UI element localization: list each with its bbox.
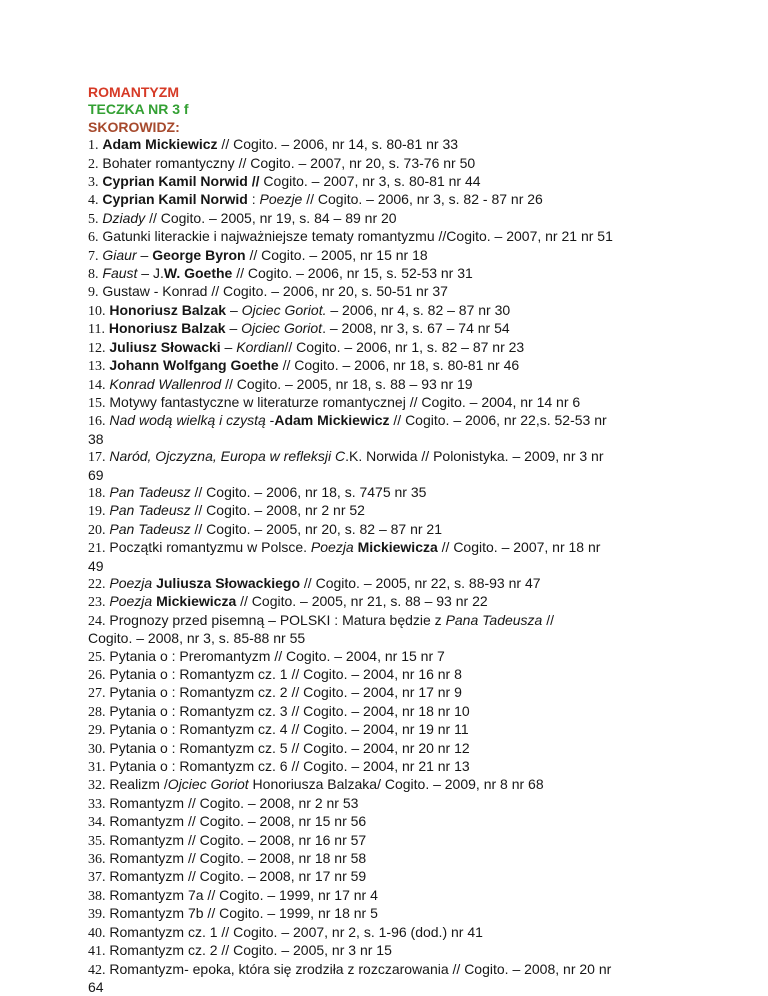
entry-number: 11. [88, 322, 105, 337]
entry-text-segment: Romantyzm cz. 2 // Cogito. – 2005, nr 3 nr 15 [109, 942, 391, 958]
entry-text-segment: : [248, 191, 260, 207]
entry-text-segment: Pytania o : Romantyzm cz. 5 // Cogito. – 2004, nr 20 nr 12 [109, 740, 469, 756]
list-entry [88, 832, 748, 850]
list-entry [88, 247, 748, 265]
entry-number: 36. [88, 852, 106, 867]
entry-number: 18. [88, 486, 106, 501]
entry-text-segment: – [221, 339, 237, 355]
entry-number: 20. [88, 523, 106, 538]
entry-text-segment: Romantyzm 7a // Cogito. – 1999, nr 17 nr 4 [109, 887, 377, 903]
entry-text-segment: Honoriusz Balzak [109, 302, 226, 318]
entry-number: 6. [88, 230, 99, 245]
entry-number: 40. [88, 926, 106, 941]
list-entry [88, 357, 748, 375]
entry-text-segment: Pan Tadeusz [109, 484, 190, 500]
entry-text-segment: // Cogito. – 2006, nr 14, s. 80-81 nr 33 [218, 136, 458, 152]
entry-text-segment: Romantyzm 7b // Cogito. – 1999, nr 18 nr 5 [109, 905, 377, 921]
entry-text-segment: Realizm / [109, 776, 167, 792]
list-entry [88, 502, 748, 520]
entry-text-segment: Pytania o : Romantyzm cz. 6 // Cogito. – 2004, nr 21 nr 13 [109, 758, 469, 774]
list-entry [88, 850, 748, 868]
list-entry [88, 776, 748, 794]
entry-text-segment: Romantyzm // Cogito. – 2008, nr 18 nr 58 [109, 850, 366, 866]
entry-number: 29. [88, 723, 106, 738]
list-entry [88, 302, 748, 320]
entry-text-segment: Ojciec Goriot [241, 320, 322, 336]
entry-text-segment: W. Goethe [164, 265, 232, 281]
entry-number: 9. [88, 285, 99, 300]
entry-number: 38. [88, 889, 106, 904]
entry-text-segment: // Cogito. – 2007, nr 18 nr [438, 539, 601, 555]
entry-number: 17. [88, 450, 106, 465]
entry-text-segment: Początki romantyzmu w Polsce. [109, 539, 311, 555]
list-entry [88, 575, 748, 593]
entry-text-segment: // Cogito. – 2008, nr 2 nr 52 [191, 502, 365, 518]
entry-text-segment: Honoriusz Balzak [109, 320, 226, 336]
list-entry [88, 740, 748, 758]
entry-text-segment: // Cogito. – 2005, nr 18, s. 88 – 93 nr 19 [221, 376, 472, 392]
list-entry [88, 795, 748, 813]
entry-number: 27. [88, 686, 106, 701]
entry-text-segment: // Cogito. – 2006, nr 18, s. 7475 nr 35 [191, 484, 427, 500]
entry-text-segment: Dziady [102, 210, 145, 226]
list-entry [88, 191, 748, 209]
entry-number: 2. [88, 157, 99, 172]
entry-text-segment: Pytania o : Romantyzm cz. 3 // Cogito. – 2004, nr 18 nr 10 [109, 703, 469, 719]
entry-number: 13. [88, 359, 106, 374]
list-entry [88, 868, 748, 886]
entry-text-segment: // Cogito. – 2006, nr 18, s. 80-81 nr 46 [279, 357, 519, 373]
entry-text-segment: Johann Wolfgang Goethe [109, 357, 278, 373]
entry-number: 26. [88, 668, 106, 683]
entry-text-segment: Poezja [311, 539, 354, 555]
entry-text-segment: Pytania o : Romantyzm cz. 1 // Cogito. – 2004, nr 16 nr 8 [109, 666, 462, 682]
entry-text-segment: Pytania o : Romantyzm cz. 2 // Cogito. – 2004, nr 17 nr 9 [109, 684, 462, 700]
list-entry [88, 758, 748, 776]
entry-number: 19. [88, 504, 106, 519]
list-entry [88, 684, 748, 702]
folder-label: TECZKA NR 3 f [88, 101, 748, 118]
entry-number: 31. [88, 760, 106, 775]
list-entry [88, 721, 748, 739]
entry-text-segment: // Cogito. – 2005, nr 22, s. 88-93 nr 47 [300, 575, 540, 591]
entry-text-segment: Romantyzm // Cogito. – 2008, nr 17 nr 59 [109, 868, 366, 884]
entry-text-segment: Romantyzm // Cogito. – 2008, nr 16 nr 57 [109, 832, 366, 848]
entry-text-segment: Giaur [102, 247, 136, 263]
entry-text-segment: Pytania o : Romantyzm cz. 4 // Cogito. – 2004, nr 19 nr 11 [109, 721, 468, 737]
entry-text-segment: Gatunki literackie i najważniejsze tematy romantyzmu //Cogito. – 2007, nr 21 nr 51 [102, 228, 612, 244]
entry-number: 8. [88, 267, 99, 282]
document-title: ROMANTYZM [88, 84, 748, 101]
list-entry [88, 320, 748, 338]
entry-number: 5. [88, 212, 99, 227]
entry-text-segment: Prognozy przed pisemną – POLSKI : Matura będzie z [109, 612, 445, 628]
entry-text-segment: Ojciec Goriot [168, 776, 249, 792]
list-entry [88, 394, 748, 412]
list-entry [88, 703, 748, 721]
entry-text-segment: Ojciec Goriot. [242, 302, 327, 318]
list-entry [88, 961, 748, 996]
entry-list [88, 136, 748, 996]
entry-text-segment: Romantyzm- epoka, która się zrodziła z rozczarowania // Cogito. – 2008, nr 20 nr [109, 961, 611, 977]
entry-number: 35. [88, 834, 106, 849]
list-entry [88, 612, 748, 648]
list-entry [88, 448, 748, 484]
entry-text-segment: . – 2008, nr 3, s. 67 – 74 nr 54 [322, 320, 510, 336]
list-entry [88, 136, 748, 154]
entry-text-segment: Romantyzm cz. 1 // Cogito. – 2007, nr 2, s. 1-96 (dod.) nr 41 [109, 924, 483, 940]
entry-text-segment: Cyprian Kamil Norwid [102, 191, 247, 207]
entry-number: 42. [88, 963, 106, 978]
entry-number: 12. [88, 341, 106, 356]
entry-text-segment: Gustaw - Konrad // Cogito. – 2006, nr 20, s. 50-51 nr 37 [102, 283, 448, 299]
list-entry [88, 521, 748, 539]
list-entry [88, 210, 748, 228]
entry-number: 4. [88, 193, 99, 208]
entry-number: 22. [88, 577, 106, 592]
entry-number: 1. [88, 138, 99, 153]
entry-text-segment: .K. Norwida // Polonistyka. – 2009, nr 3 nr [345, 448, 603, 464]
entry-text-segment: // Cogito. – 2006, nr 3, s. 82 - 87 nr 26 [302, 191, 542, 207]
entry-number: 23. [88, 595, 106, 610]
index-heading: SKOROWIDZ: [88, 119, 748, 136]
entry-text-segment: Juliusza Słowackiego [156, 575, 300, 591]
list-entry [88, 412, 748, 448]
entry-text-segment: Motywy fantastyczne w literaturze romantycznej // Cogito. – 2004, nr 14 nr 6 [109, 394, 580, 410]
list-entry [88, 265, 748, 283]
entry-number: 24. [88, 614, 106, 629]
list-entry [88, 648, 748, 666]
list-entry [88, 593, 748, 611]
entry-text-segment: Romantyzm // Cogito. – 2008, nr 15 nr 56 [109, 813, 366, 829]
entry-number: 10. [88, 304, 106, 319]
entry-number: 7. [88, 249, 99, 264]
entry-text-segment: Pan Tadeusz [109, 502, 190, 518]
entry-text-segment: – 2006, nr 4, s. 82 – 87 nr 30 [326, 302, 510, 318]
list-entry [88, 173, 748, 191]
entry-text-segment: // Cogito. – 2006, nr 22,s. 52-53 nr [390, 412, 607, 428]
entry-number: 25. [88, 650, 106, 665]
entry-text-segment: Mickiewicza [358, 539, 438, 555]
entry-text-segment: Naród, Ojczyzna, Europa w refleksji C [109, 448, 345, 464]
entry-number: 3. [88, 175, 99, 190]
entry-text-segment: George Byron [152, 247, 245, 263]
entry-number: 30. [88, 742, 106, 757]
entry-text-segment: Pytania o : Preromantyzm // Cogito. – 2004, nr 15 nr 7 [109, 648, 444, 664]
list-entry [88, 228, 748, 246]
list-entry [88, 539, 748, 575]
entry-text-segment: Poezje [260, 191, 303, 207]
entry-number: 32. [88, 778, 106, 793]
entry-text-segment: Cogito. – 2007, nr 3, s. 80-81 nr 44 [260, 173, 481, 189]
entry-text-segment: Kordian [236, 339, 284, 355]
entry-text-segment: – [137, 247, 153, 263]
list-entry [88, 484, 748, 502]
entry-text-segment: 69 [88, 467, 104, 483]
list-entry [88, 376, 748, 394]
entry-text-segment: Pan Tadeusz [109, 521, 190, 537]
entry-text-segment: // Cogito. – 2006, nr 15, s. 52-53 nr 31 [232, 265, 472, 281]
list-entry [88, 813, 748, 831]
entry-text-segment: 49 [88, 558, 104, 574]
entry-text-segment: Poezja [109, 593, 152, 609]
entry-text-segment: Faust [102, 265, 137, 281]
list-entry [88, 905, 748, 923]
entry-text-segment: – J. [137, 265, 163, 281]
entry-number: 41. [88, 944, 106, 959]
entry-text-segment: 64 [88, 979, 104, 995]
list-entry [88, 339, 748, 357]
entry-text-segment: // Cogito. – 2005, nr 15 nr 18 [246, 247, 428, 263]
entry-text-segment: Poezja [109, 575, 152, 591]
entry-text-segment: 38 [88, 431, 104, 447]
entry-text-segment: // Cogito. – 2005, nr 19, s. 84 – 89 nr 20 [145, 210, 396, 226]
entry-text-segment: // [542, 612, 554, 628]
entry-text-segment: – [226, 302, 242, 318]
entry-text-segment: // Cogito. – 2005, nr 21, s. 88 – 93 nr 22 [236, 593, 487, 609]
entry-number: 15. [88, 396, 106, 411]
entry-text-segment: Cyprian Kamil Norwid // [102, 173, 259, 189]
entry-text-segment: Juliusz Słowacki [109, 339, 220, 355]
entry-text-segment: Romantyzm // Cogito. – 2008, nr 2 nr 53 [109, 795, 358, 811]
entry-text-segment: – [226, 320, 242, 336]
entry-number: 14. [88, 378, 106, 393]
entry-number: 21. [88, 541, 106, 556]
list-entry [88, 887, 748, 905]
entry-text-segment: Nad wodą wielką i czystą [109, 412, 265, 428]
entry-text-segment: // Cogito. – 2005, nr 20, s. 82 – 87 nr 21 [191, 521, 442, 537]
entry-text-segment: Adam Mickiewicz [102, 136, 217, 152]
entry-number: 33. [88, 797, 106, 812]
entry-text-segment: // Cogito. – 2006, nr 1, s. 82 – 87 nr 23 [285, 339, 525, 355]
list-entry [88, 283, 748, 301]
list-entry [88, 924, 748, 942]
entry-text-segment: Mickiewicza [156, 593, 236, 609]
list-entry [88, 666, 748, 684]
list-entry [88, 942, 748, 960]
entry-text-segment: Cogito. – 2008, nr 3, s. 85-88 nr 55 [88, 630, 305, 646]
entry-text-segment: Konrad Wallenrod [109, 376, 221, 392]
entry-number: 34. [88, 815, 106, 830]
list-entry [88, 155, 748, 173]
entry-number: 16. [88, 414, 106, 429]
entry-number: 37. [88, 870, 106, 885]
entry-number: 28. [88, 705, 106, 720]
entry-text-segment: Honoriusza Balzaka/ Cogito. – 2009, nr 8 nr 68 [249, 776, 544, 792]
entry-text-segment: Bohater romantyczny // Cogito. – 2007, nr 20, s. 73-76 nr 50 [102, 155, 475, 171]
entry-number: 39. [88, 907, 106, 922]
entry-text-segment: - [266, 412, 275, 428]
entry-text-segment: Pana Tadeusza [446, 612, 543, 628]
entry-text-segment: Adam Mickiewicz [274, 412, 389, 428]
